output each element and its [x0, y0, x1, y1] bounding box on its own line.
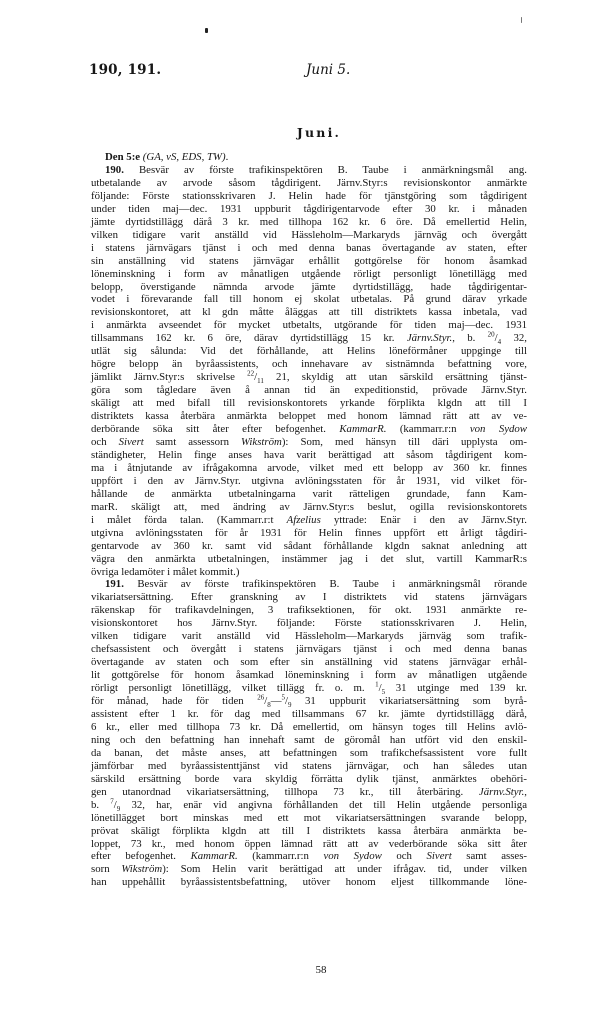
text-line: skäligt att med bifall till revisionskontorets yrkande förpliktа klgdn att till I [91, 397, 527, 410]
text-line: hållande de anmärkta utbetalningarna varit rätteligen grundade, fann Kam- [91, 487, 527, 500]
text-line: chefsassistent och övergått i statens järnvägars tjänst i och med denna banas [91, 643, 527, 656]
text-line: derbörande söka sitt åter efter befogenhet. KammarR. (kammarr.r:n von Sydow [91, 423, 528, 436]
text-line: jämte dyrtidstillägg därå 3 kr. med tillhopa 162 kr. 6 öre. Då emellertid Helin, [91, 215, 527, 228]
text-line: vodet i förevarande fall till honom ej skolat utbetalas. På grund därav yrkade [91, 293, 527, 306]
scan-speck [521, 17, 522, 23]
text-line: utlät sig sålunda: Vid det förhållande, att Helins löneförmåner uppginge till [91, 345, 527, 358]
text-line: Den 5:e (GA, vS, EDS, TW). [105, 151, 229, 163]
text-line: da banan, det måste anses, att befattningen som trafikchefsassistent vore fullt [91, 746, 527, 759]
scan-speck [205, 28, 208, 33]
text-line: rörligt personligt lönetillägg, vilket tillägg fr. o. m. $^1/_5$ 31 utginge med 139 kr. [91, 680, 527, 697]
text-line: prövat skäligt förpliktа klgdn att till I distriktets kassa återbära anmärkta be- [91, 824, 527, 837]
text-line: gentarvode av 360 kr. samt vid sådant förhållande klgdn saknat anledning att [91, 539, 527, 552]
text-line: loppet, 73 kr., med honom öppen lämnad rätt att av vederbörande söka sitt åter [91, 837, 527, 850]
text-line: lönetillägget bort minskas med ett mot vikariatsersättningen svarande belopp, [91, 811, 527, 824]
text-line: sorn Wikström): Som Helin varit berättigad att under ifrågav. tid, under vilken [91, 863, 527, 876]
text-line: vägra den anmärkta utbetalningen, instämmer jag i det slut, vartill KammarR:s [91, 552, 527, 565]
text-line: ning och den befattning han innehaft samt de göromål han utfört vid den enskil- [91, 733, 527, 746]
running-header-date: Juni 5. [306, 62, 351, 78]
text-line: utbetalande av arvode såsom tågdirigent. Järnv.Styr:s revisionskontor anmärkte [91, 176, 527, 189]
text-line: övertagande av staten och som efter sin anställning vid statens järnvägar erhål- [91, 656, 527, 669]
text-line: jämförbar med byråassistenttjänst vid statens järnvägar, och han således utan [91, 759, 527, 772]
text-line: i anmärkta avseendet för mycket utbetalts, utgörande för tiden maj—dec. 1931 [91, 319, 527, 332]
text-line: ständigheter, Helin finge anses hava varit berättigad att såsom tågdirigent kom- [91, 448, 527, 461]
text-line: marR. skäligt att, med ändring av Järnv.Styr:s beslut, ogilla revisionskontorets [91, 500, 527, 513]
text-line: och Sivert samt assessorn Wikström): Som, med hänsyn till därі upplysta om- [91, 435, 527, 448]
text-line: särskild ersättning borde vara skyldig förrätta dylik tjänst, anmärktes obehöri- [91, 772, 527, 785]
text-line: 190. Besvär av förste trafikinspektören B. Taube i anmärkningsmål ang. [105, 163, 527, 176]
text-line: sin anställning vid statens järnvägar erhållit gottgörelse för honom åsamkad [91, 254, 527, 267]
text-line: följande: Förste stationsskrivaren J. Helin hade för tjänstgöring som tågdirigent [91, 189, 527, 202]
text-line: utgivna avlöningsstaten för år 1931 för Helin finnes uppfört ett årligt tågdiri- [91, 526, 527, 539]
text-line: lit gottgörelse för honom åsamkad löneminskning i form av månatligen utgående [91, 669, 527, 682]
section-title: Juni. [296, 125, 342, 140]
text-line: jämlikt Järnv.Styr:s skrivelse $^{22}/_{11}$ 21, skyldig att utan särskild ersättning tjänst- [91, 369, 528, 386]
text-line: belopp, överstigande nämnda arvode jämte dyrtidstillägg, hade tågdirigentar- [91, 280, 527, 293]
text-line: vilken tidigare varit anställd vid Hässleholm—Markaryds järnväg och övergått [91, 228, 527, 241]
text-line: b. $^7/_9$ 32, har, enär vid angivna förhållanden det till Helin utgående personliga [91, 797, 527, 813]
text-line: högre belopp än byråassistents, och innehavare av sistnämnda befattning vore, [91, 358, 527, 371]
text-line: gen utanordnad vikariatsersättning, tillhopa 73 kr., till återbäring. Järnv.Styr., [91, 785, 527, 798]
page-number: 58 [315, 964, 327, 976]
running-header-entry-numbers: 190, 191. [89, 62, 162, 78]
text-line: vilken tidigare varit anställd vid Hässleholm—Markaryds järnväg som trafik- [91, 630, 527, 643]
text-line: assistent efter 1 kr. för dag med tillsammans 67 kr. jämte dyrtidstillägg därå, [91, 707, 527, 720]
text-line: löneminskning i form av månatligen utgående rörligt personligt lönetillägg med [91, 267, 527, 280]
text-line: revisionskontoret, att kl gdn måtte åläggas att till distriktets kassa inbetala, vad [91, 306, 527, 319]
text-line: vikariatsersättning. Efter granskning av I distriktets vid statens järnvägars [91, 591, 527, 604]
text-line: i statens järnvägars tjänst i och med denna banas övertagande av staten, efter [91, 241, 527, 254]
text-line: räkenskap för trafikavdelningen, 3 trafiksektionen, för okt. 1931 anmärkte re- [91, 604, 527, 617]
text-line: 6 kr., eller med tillhopa 73 kr. Då emellertid, om hänsyn toges till Helins avlö- [91, 720, 527, 733]
text-line: uppfört i den av Järnv.Styr. utgivna avlöningsstaten för år 1931, vid vilket för- [91, 474, 527, 487]
text-line: göra som tågledare även å annan tid än expeditionstid, prövade Järnv.Styr. [91, 384, 527, 397]
text-line: distriktets kassa återbära anmärkta beloppet med honom lämnad rätt att av ve- [91, 410, 527, 423]
text-line: för månad, hade för tiden $^{26}/_8—^5/_9$ 31 uppburit vikariatsersättning som byrå- [91, 693, 527, 710]
text-line: i målet förda talan. (Kammarr.r:t Afzelius yttrade: Enär i den av Järnv.Styr. [91, 513, 527, 526]
text-line: 191. Besvär av förste trafikinspektören B. Taube i anmärkningsmål rörande [105, 578, 527, 591]
text-line: under tiden maj—dec. 1931 uppburit tågdirigentarvode efter 30 kr. i månaden [91, 202, 527, 215]
text-line: efter befogenhet. KammarR. (kammarr.r:n von Sydow och Sivert samt asses- [91, 850, 528, 863]
text-line: han uppehållit byråassistentsbefattning, utöver honom eljest tillkommande löne- [91, 876, 527, 889]
text-line: ma i åtnjutande av ifrågakomna arvode, vilket med ett belopp av 360 kr. finnes [91, 461, 527, 474]
text-line: visionskontoret hos Järnv.Styr. följande: Förste stationsskrivaren J. Helin, [91, 617, 527, 630]
body-text [91, 151, 527, 889]
text-line: övriga ledamöter i målet kommit.) [91, 565, 240, 578]
text-line: tillsammans 162 kr. 6 öre, därav dyrtidstillägg 15 kr. Järnv.Styr., b. $^{20}/_4$ 32, [91, 330, 527, 347]
